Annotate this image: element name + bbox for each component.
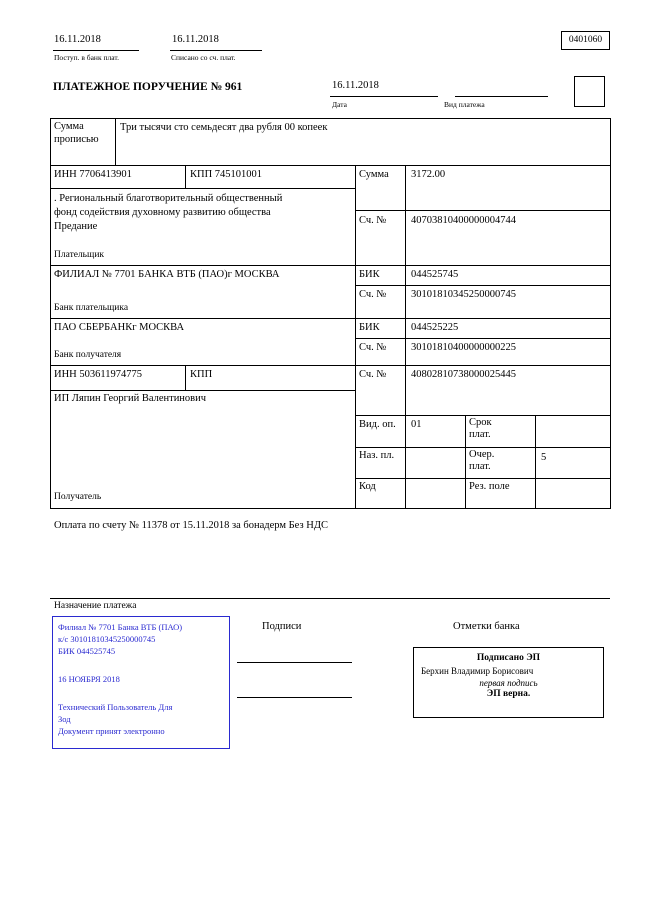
grid-line (465, 415, 466, 508)
grid-line (355, 285, 610, 286)
grid-line (355, 165, 356, 508)
kod-label: Код (359, 481, 376, 492)
form-code-box: 0401060 (561, 31, 610, 50)
grid-line (185, 165, 186, 188)
divider-line (455, 96, 548, 97)
srok-plat-label: Срок плат. (469, 417, 492, 441)
payee-bank-name: ПАО СБЕРБАНКг МОСКВА (54, 322, 185, 333)
payment-type-box (574, 76, 605, 107)
ocher-plat-label: Очер. плат. (469, 449, 495, 473)
purpose-section-label: Назначение платежа (54, 601, 137, 611)
rez-pole-label: Рез. поле (469, 481, 510, 492)
grid-line (355, 447, 610, 448)
stamp-bik: БИК 044525745 (58, 646, 116, 656)
divider-line (330, 96, 438, 97)
payee-bank-account: 30101810400000000225 (411, 342, 516, 353)
divider-line (170, 50, 262, 51)
grid-line (355, 415, 610, 416)
sum-label: Сумма (359, 169, 389, 180)
stamp-user-line2: Зод (58, 714, 71, 724)
grid-line (50, 365, 610, 366)
grid-line (50, 390, 355, 391)
grid-line (185, 365, 186, 390)
stamp-signer-name: Берхин Владимир Борисович (421, 666, 534, 676)
vid-op-value: 01 (411, 419, 422, 430)
bank-marks-header: Отметки банка (453, 621, 520, 632)
payer-bank-bik: 044525745 (411, 269, 459, 280)
payee-inn: ИНН 503611974775 (54, 369, 142, 380)
grid-line (50, 508, 610, 509)
payer-account-label: Сч. № (359, 215, 387, 226)
grid-line (405, 165, 406, 508)
payee-bank-bik: 044525225 (411, 322, 459, 333)
payer-bank-account-label: Сч. № (359, 289, 387, 300)
grid-line (115, 118, 116, 165)
payee-kpp-label: КПП (190, 369, 213, 380)
date-label: Дата (332, 100, 347, 109)
date-debited: 16.11.2018 (172, 34, 219, 45)
amount-words-label: Сумма прописью (54, 121, 99, 145)
divider-line (53, 50, 139, 51)
stamp-bank-name: Филиал № 7701 Банка ВТБ (ПАО) (58, 622, 183, 632)
payer-bank-account: 30101810345250000745 (411, 289, 516, 300)
payer-bank-bik-label: БИК (359, 269, 380, 280)
signature-line (237, 662, 352, 663)
grid-line (50, 165, 610, 166)
sum-value: 3172.00 (411, 169, 446, 180)
payer-bank-section-label: Банк плательщика (54, 303, 129, 313)
stamp-date: 16 НОЯБРЯ 2018 (58, 674, 120, 684)
document-date: 16.11.2018 (332, 80, 379, 91)
payee-section-label: Получатель (54, 492, 102, 502)
stamp-verified: ЭП верна. (486, 689, 531, 699)
payee-account-label: Сч. № (359, 369, 387, 380)
payee-bank-section-label: Банк получателя (54, 350, 122, 360)
grid-line (50, 318, 610, 319)
signatures-header: Подписи (262, 621, 302, 632)
grid-line (610, 118, 611, 509)
grid-line (355, 338, 610, 339)
signature-line (237, 697, 352, 698)
payer-section-label: Плательщик (54, 250, 105, 260)
stamp-signature-type: первая подпись (479, 678, 538, 688)
payment-type-label: Вид платежа (444, 100, 485, 109)
date-received: 16.11.2018 (54, 34, 101, 45)
payee-bank-bik-label: БИК (359, 322, 380, 333)
payer-kpp: КПП 745101001 (190, 169, 263, 180)
payee-name: ИП Ляпин Георгий Валентинович (54, 393, 207, 404)
bank-electronic-stamp (52, 616, 230, 749)
naz-pl-label: Наз. пл. (359, 450, 395, 461)
grid-line (50, 118, 610, 119)
payee-account: 40802810738000025445 (411, 369, 516, 380)
document-title: ПЛАТЕЖНОЕ ПОРУЧЕНИЕ № 961 (53, 81, 243, 93)
ocher-plat-value: 5 (541, 452, 547, 463)
stamp-accepted-note: Документ принят электронно (58, 726, 165, 736)
stamp-signed-title: Подписано ЭП (476, 653, 541, 663)
grid-line (355, 210, 610, 211)
payer-account: 40703810400000004744 (411, 215, 516, 226)
signature-stamp-box (413, 647, 604, 718)
payee-bank-account-label: Сч. № (359, 342, 387, 353)
grid-line (50, 118, 51, 508)
payer-bank-name: ФИЛИАЛ № 7701 БАНКА ВТБ (ПАО)г МОСКВА (54, 269, 280, 280)
grid-line (535, 415, 536, 508)
date-debited-label: Списано со сч. плат. (171, 53, 236, 62)
stamp-corr-account: к/с 30101810345250000745 (58, 634, 156, 644)
divider-line (50, 598, 610, 599)
grid-line (50, 188, 355, 189)
stamp-user-line1: Технический Пользователь Для (58, 702, 173, 712)
payer-name: . Региональный благотворительный общественный фонд содействия духовному развитию общества Предание (54, 193, 283, 233)
purpose-text: Оплата по счету № 11378 от 15.11.2018 за бонадерм Без НДС (54, 520, 328, 531)
grid-line (355, 478, 610, 479)
amount-words-value: Три тысячи сто семьдесят два рубля 00 копеек (120, 122, 328, 133)
payer-inn: ИНН 7706413901 (54, 169, 132, 180)
date-received-label: Поступ. в банк плат. (54, 53, 119, 62)
vid-op-label: Вид. оп. (359, 419, 396, 430)
grid-line (50, 265, 610, 266)
